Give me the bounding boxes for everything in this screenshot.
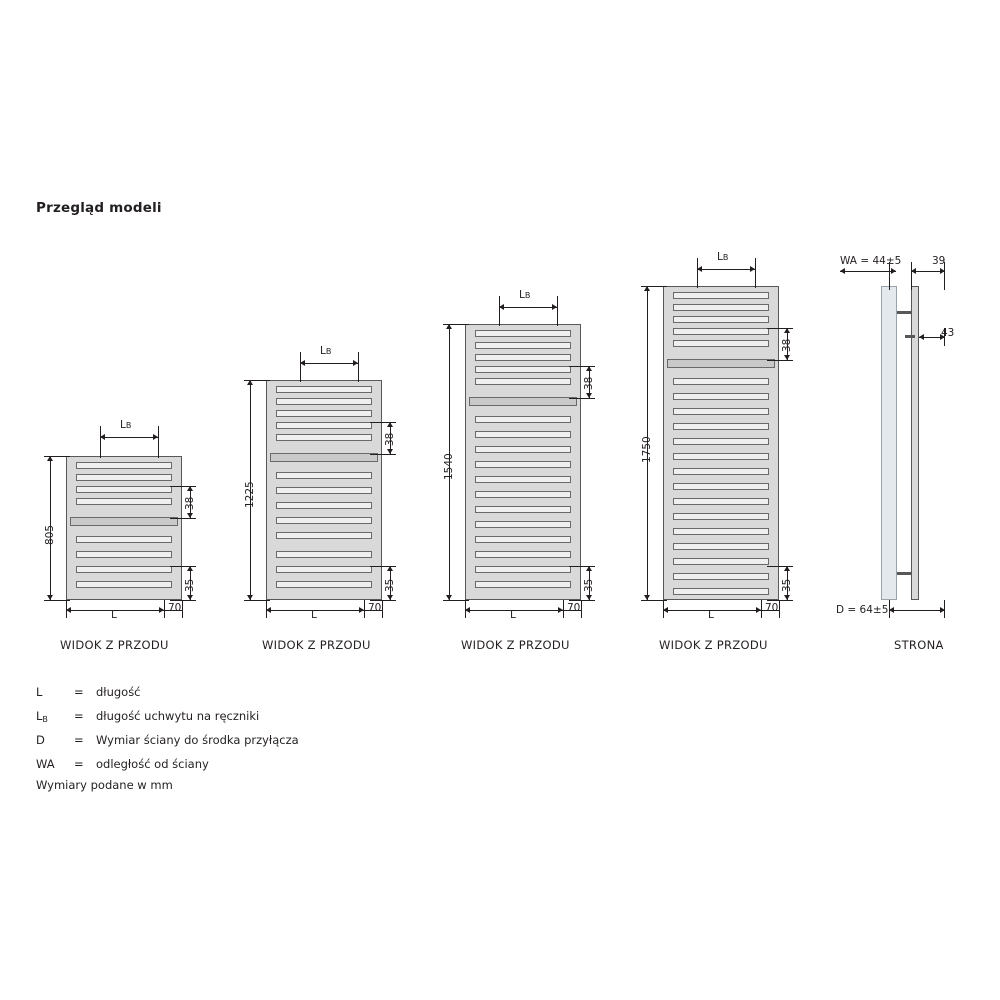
legend-symbol: [36, 754, 74, 778]
dim-sub: B: [524, 291, 531, 300]
dim-label-height-1540: 1540: [443, 453, 455, 480]
legend-equals: =: [74, 757, 84, 771]
dim-label-pitch-1750: 38: [781, 338, 793, 352]
legend-row: [36, 682, 299, 706]
dim-label-offset-805: 70: [168, 602, 182, 614]
radiator-side-body: [911, 286, 919, 600]
legend-symbol: [36, 706, 74, 730]
wall-surface: [881, 286, 897, 600]
view-label-1750: WIDOK Z PRZODU: [659, 638, 768, 652]
legend-description: długość uchwytu na ręczniki: [96, 709, 260, 723]
legend-equals: =: [74, 709, 84, 723]
legend-equals: =: [74, 685, 84, 699]
legend-equals: =: [74, 733, 84, 747]
legend-symbol: [36, 682, 74, 706]
dim-label-height-1750: 1750: [641, 436, 653, 463]
dim-label-l-1540: L: [510, 609, 516, 621]
arrow-icon: [940, 607, 945, 613]
dim-label-pitch-1540: 38: [583, 376, 595, 390]
dim-sub: B: [722, 253, 729, 262]
dim-line-d: [889, 610, 945, 611]
units-note: Wymiary podane w mm: [36, 778, 173, 792]
dim-label-pitch-805: 38: [184, 496, 196, 510]
legend-symbol-text: L: [36, 685, 43, 699]
dim-tick: [911, 262, 912, 290]
dim-label-height-1225: 1225: [244, 481, 256, 508]
legend-symbol: [36, 730, 74, 754]
view-label-805: WIDOK Z PRZODU: [60, 638, 169, 652]
dim-label-l-1225: L: [311, 609, 317, 621]
dim-label-gap-805: 35: [184, 578, 196, 592]
arrow-icon: [889, 607, 894, 613]
legend-description: długość: [96, 685, 141, 699]
dim-sub: B: [125, 421, 132, 430]
legend-row: [36, 730, 299, 754]
legend-row: [36, 754, 299, 778]
dim-label-offset-1540: 70: [567, 602, 581, 614]
legend-table: [36, 682, 299, 778]
dim-label-gap-1750: 35: [781, 578, 793, 592]
dim-text: L: [519, 289, 525, 301]
legend-row: [36, 706, 299, 730]
dim-label-l-1750: L: [708, 609, 714, 621]
dim-label-height-805: 805: [44, 524, 56, 545]
legend-symbol-sub: B: [42, 715, 48, 724]
legend-description: Wymiar ściany do środka przyłącza: [96, 733, 299, 747]
legend-symbol-text: L: [36, 709, 43, 723]
view-label-1225: WIDOK Z PRZODU: [262, 638, 371, 652]
dim-label-gap-1225: 35: [384, 578, 396, 592]
arrow-icon: [891, 268, 896, 274]
view-label-side: STRONA: [894, 638, 944, 652]
dim-text: L: [717, 251, 723, 263]
legend-symbol-text: WA: [36, 757, 55, 771]
wall-bracket-top: [897, 311, 911, 314]
dim-label-wa: WA = 44±5: [840, 255, 902, 267]
dim-label-connector: 43: [941, 327, 955, 339]
page-title: Przegląd modeli: [36, 200, 162, 216]
dim-label-gap-1540: 35: [583, 578, 595, 592]
legend-description: odległość od ściany: [96, 757, 209, 771]
dim-text: L: [120, 419, 126, 431]
dim-label-l-805: L: [111, 609, 117, 621]
dim-line-wa: [840, 271, 896, 272]
connector-stub: [905, 335, 915, 338]
view-label-1540: WIDOK Z PRZODU: [461, 638, 570, 652]
dim-text: L: [320, 345, 326, 357]
arrow-icon: [840, 268, 845, 274]
dim-label-pitch-1225: 38: [384, 432, 396, 446]
wall-bracket-bottom: [897, 572, 911, 575]
dim-label-offset-1225: 70: [368, 602, 382, 614]
legend-symbol-text: D: [36, 733, 45, 747]
dim-label-offset-1750: 70: [765, 602, 779, 614]
dim-label-depth: 39: [932, 255, 946, 267]
dim-label-d: D = 64±5: [836, 604, 889, 616]
arrow-icon: [919, 334, 924, 340]
legend: [36, 682, 299, 778]
dim-sub: B: [325, 347, 332, 356]
